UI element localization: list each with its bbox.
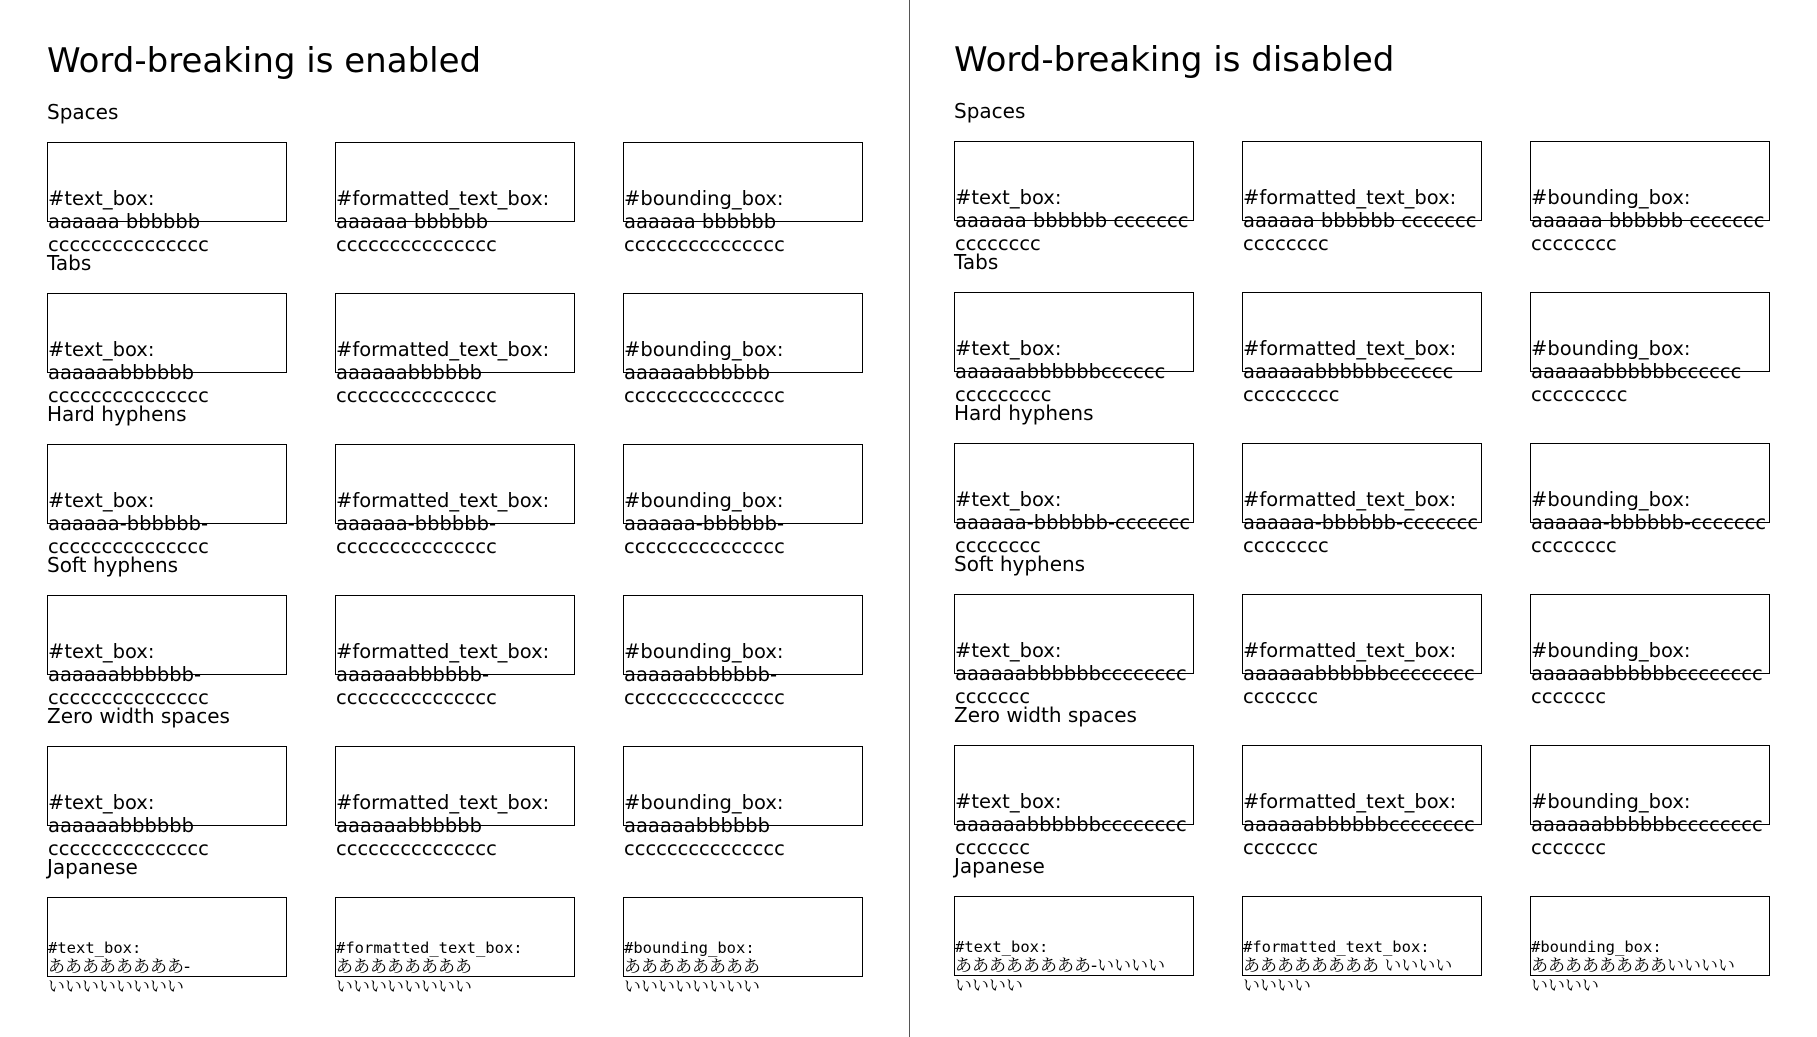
box-header: #formatted_text_box: <box>336 489 550 512</box>
box-header: #text_box: <box>48 640 155 663</box>
section-label: Soft hyphens <box>47 553 179 577</box>
box-line: ccccccccccccccc <box>336 233 497 256</box>
box-header: #formatted_text_box: <box>336 187 550 210</box>
box-line: ccccccccccccccc <box>48 837 209 860</box>
box-header: #formatted_text_box: <box>1243 488 1457 511</box>
text-box <box>47 142 287 256</box>
box-line: aaaaaabbbbbbcccccc <box>1531 360 1742 383</box>
bounding-box <box>623 142 863 256</box>
section-label: Zero width spaces <box>954 703 1137 727</box>
box-line: aaaaaabbbbbb- <box>48 663 202 686</box>
box-line: ccccccccccccccc <box>624 686 785 709</box>
box-line: ccccccccccccccc <box>48 384 209 407</box>
text-box <box>47 746 287 860</box>
section-label: Tabs <box>47 251 92 275</box>
box-header: #text_box: <box>955 337 1062 360</box>
section-label: Tabs <box>954 250 999 274</box>
box-line: aaaaaa bbbbbb <box>336 210 489 233</box>
section-spaces <box>954 99 1804 255</box>
box-line: aaaaaabbbbbbcccccccc <box>1531 662 1763 685</box>
box-line: aaaaaabbbbbbcccccccc <box>955 662 1187 685</box>
box-line: cccccccc <box>1531 534 1617 557</box>
box-line: cccccccc <box>955 232 1041 255</box>
box-line: aaaaaabbbbbb <box>48 361 194 384</box>
box-line: aaaaaa-bbbbbb- <box>624 512 785 535</box>
panel-title: Word-breaking is enabled <box>47 41 482 81</box>
box-line: aaaaaa-bbbbbb-ccccccc <box>955 511 1191 534</box>
box-header: #formatted_text_box: <box>336 939 523 957</box>
text-box <box>47 897 287 997</box>
box-line: ccccccccccccccc <box>336 686 497 709</box>
text-box <box>954 292 1194 406</box>
box-line: aaaaaabbbbbb <box>624 814 770 837</box>
section-zero-width-spaces <box>954 703 1804 859</box>
box-line: aaaaaa bbbbbb <box>48 210 201 233</box>
panel-word-breaking-disabled <box>910 0 1817 1037</box>
box-line: ああああああああ <box>624 957 760 977</box>
bounding-box <box>623 595 863 709</box>
box-line: aaaaaa bbbbbb ccccccc <box>1531 209 1765 232</box>
box-line: cccccccc <box>1243 232 1329 255</box>
formatted-text-box <box>335 444 575 558</box>
formatted-text-box <box>1242 292 1482 406</box>
box-header: #formatted_text_box: <box>1243 186 1457 209</box>
box-header: #text_box: <box>955 488 1062 511</box>
bounding-box <box>623 897 863 997</box>
box-line: aaaaaabbbbbbcccccc <box>1243 360 1454 383</box>
box-line: ccccccccc <box>1243 383 1340 406</box>
box-line: ccccccc <box>955 685 1031 708</box>
section-tabs <box>954 250 1804 406</box>
box-line: いいいい <box>955 976 1023 996</box>
box-line: ああああああああ いいいい <box>1243 956 1453 976</box>
box-line: aaaaaabbbbbb <box>336 814 482 837</box>
box-header: #formatted_text_box: <box>1243 938 1430 956</box>
text-box <box>47 444 287 558</box>
box-line: aaaaaa-bbbbbb-ccccccc <box>1531 511 1767 534</box>
section-japanese <box>47 855 897 1006</box>
bounding-box <box>1530 443 1770 557</box>
section-label: Spaces <box>954 99 1026 123</box>
bounding-box <box>623 293 863 407</box>
box-line: aaaaaa-bbbbbb- <box>48 512 209 535</box>
box-line: ccccccccccccccc <box>48 535 209 558</box>
box-header: #text_box: <box>955 938 1049 956</box>
section-japanese <box>954 854 1804 1005</box>
box-line: ああああああああ- <box>48 957 191 977</box>
box-header: #text_box: <box>955 639 1062 662</box>
box-line: aaaaaabbbbbb- <box>336 663 490 686</box>
box-line: ああああああああ-いいいい <box>955 956 1166 976</box>
box-line: aaaaaabbbbbbcccccccc <box>1243 813 1475 836</box>
box-line: aaaaaabbbbbb- <box>624 663 778 686</box>
formatted-text-box <box>1242 896 1482 996</box>
box-line: aaaaaabbbbbb <box>624 361 770 384</box>
formatted-text-box <box>1242 443 1482 557</box>
box-header: #text_box: <box>48 489 155 512</box>
formatted-text-box <box>335 293 575 407</box>
box-line: いいいい <box>1531 976 1599 996</box>
box-header: #bounding_box: <box>624 187 784 210</box>
box-line: ccccccc <box>1531 685 1607 708</box>
section-label: Spaces <box>47 100 119 124</box>
box-line: ccccccccccccccc <box>336 837 497 860</box>
section-label: Hard hyphens <box>47 402 187 426</box>
section-label: Soft hyphens <box>954 552 1086 576</box>
box-line: ccccccccccccccc <box>624 233 785 256</box>
box-line: aaaaaabbbbbbcccccccc <box>955 813 1187 836</box>
bounding-box <box>623 746 863 860</box>
text-box <box>954 141 1194 255</box>
formatted-text-box <box>1242 745 1482 859</box>
section-label: Japanese <box>954 854 1045 878</box>
box-header: #text_box: <box>48 939 142 957</box>
section-label: Japanese <box>47 855 138 879</box>
box-header: #bounding_box: <box>1531 488 1691 511</box>
box-line: ccccccc <box>1531 836 1607 859</box>
box-line: cccccccc <box>955 534 1041 557</box>
bounding-box <box>1530 896 1770 996</box>
box-line: いいいいいいいい <box>624 977 760 997</box>
box-line: ccccccccccccccc <box>624 384 785 407</box>
section-soft-hyphens <box>47 553 897 709</box>
box-line: いいいいいいいい <box>336 977 472 997</box>
box-line: ccccccccccccccc <box>48 233 209 256</box>
box-header: #bounding_box: <box>1531 186 1691 209</box>
bounding-box <box>1530 141 1770 255</box>
text-box <box>47 293 287 407</box>
box-header: #formatted_text_box: <box>336 791 550 814</box>
formatted-text-box <box>335 595 575 709</box>
box-line: aaaaaabbbbbb <box>48 814 194 837</box>
section-spaces <box>47 100 897 256</box>
bounding-box <box>1530 594 1770 708</box>
section-zero-width-spaces <box>47 704 897 860</box>
box-line: ccccccc <box>955 836 1031 859</box>
box-line: aaaaaabbbbbbcccccc <box>955 360 1166 383</box>
box-line: ああああああああいいいい <box>1531 956 1735 976</box>
box-header: #text_box: <box>48 791 155 814</box>
section-tabs <box>47 251 897 407</box>
box-line: ccccccc <box>1243 685 1319 708</box>
bounding-box <box>1530 745 1770 859</box>
formatted-text-box <box>1242 141 1482 255</box>
box-line: aaaaaa bbbbbb <box>624 210 777 233</box>
formatted-text-box <box>335 746 575 860</box>
box-line: aaaaaa-bbbbbb-ccccccc <box>1243 511 1479 534</box>
formatted-text-box <box>335 897 575 997</box>
box-header: #bounding_box: <box>1531 337 1691 360</box>
text-box <box>954 443 1194 557</box>
box-line: ああああああああ <box>336 957 472 977</box>
section-hard-hyphens <box>954 401 1804 557</box>
box-line: aaaaaabbbbbbcccccccc <box>1531 813 1763 836</box>
text-box <box>954 896 1194 996</box>
text-box <box>954 594 1194 708</box>
box-line: ccccccccccccccc <box>336 535 497 558</box>
box-line: ccccccccc <box>955 383 1052 406</box>
formatted-text-box <box>335 142 575 256</box>
box-line: aaaaaabbbbbbcccccccc <box>1243 662 1475 685</box>
box-line: ccccccccccccccc <box>48 686 209 709</box>
section-hard-hyphens <box>47 402 897 558</box>
box-line: cccccccc <box>1243 534 1329 557</box>
box-header: #text_box: <box>955 790 1062 813</box>
box-line: cccccccc <box>1531 232 1617 255</box>
bounding-box <box>623 444 863 558</box>
box-line: ccccccccc <box>1531 383 1628 406</box>
box-line: いいいい <box>1243 976 1311 996</box>
box-header: #bounding_box: <box>1531 639 1691 662</box>
bounding-box <box>1530 292 1770 406</box>
box-header: #text_box: <box>955 186 1062 209</box>
section-label: Hard hyphens <box>954 401 1094 425</box>
box-line: ccccccccccccccc <box>336 384 497 407</box>
box-header: #bounding_box: <box>1531 938 1662 956</box>
box-header: #text_box: <box>48 187 155 210</box>
box-header: #formatted_text_box: <box>1243 790 1457 813</box>
box-line: ccccccc <box>1243 836 1319 859</box>
panel-word-breaking-enabled <box>0 0 907 1037</box>
box-header: #text_box: <box>48 338 155 361</box>
box-header: #bounding_box: <box>624 640 784 663</box>
box-line: いいいいいいいい <box>48 977 184 997</box>
box-header: #bounding_box: <box>624 791 784 814</box>
box-line: aaaaaa bbbbbb ccccccc <box>1243 209 1477 232</box>
section-soft-hyphens <box>954 552 1804 708</box>
text-box <box>954 745 1194 859</box>
box-header: #bounding_box: <box>624 939 755 957</box>
box-header: #formatted_text_box: <box>336 338 550 361</box>
box-header: #formatted_text_box: <box>336 640 550 663</box>
section-label: Zero width spaces <box>47 704 230 728</box>
box-line: ccccccccccccccc <box>624 535 785 558</box>
formatted-text-box <box>1242 594 1482 708</box>
box-header: #formatted_text_box: <box>1243 337 1457 360</box>
text-box <box>47 595 287 709</box>
box-header: #formatted_text_box: <box>1243 639 1457 662</box>
box-line: aaaaaa bbbbbb ccccccc <box>955 209 1189 232</box>
panel-title: Word-breaking is disabled <box>954 40 1395 80</box>
box-header: #bounding_box: <box>1531 790 1691 813</box>
box-header: #bounding_box: <box>624 489 784 512</box>
box-header: #bounding_box: <box>624 338 784 361</box>
box-line: ccccccccccccccc <box>624 837 785 860</box>
box-line: aaaaaabbbbbb <box>336 361 482 384</box>
box-line: aaaaaa-bbbbbb- <box>336 512 497 535</box>
